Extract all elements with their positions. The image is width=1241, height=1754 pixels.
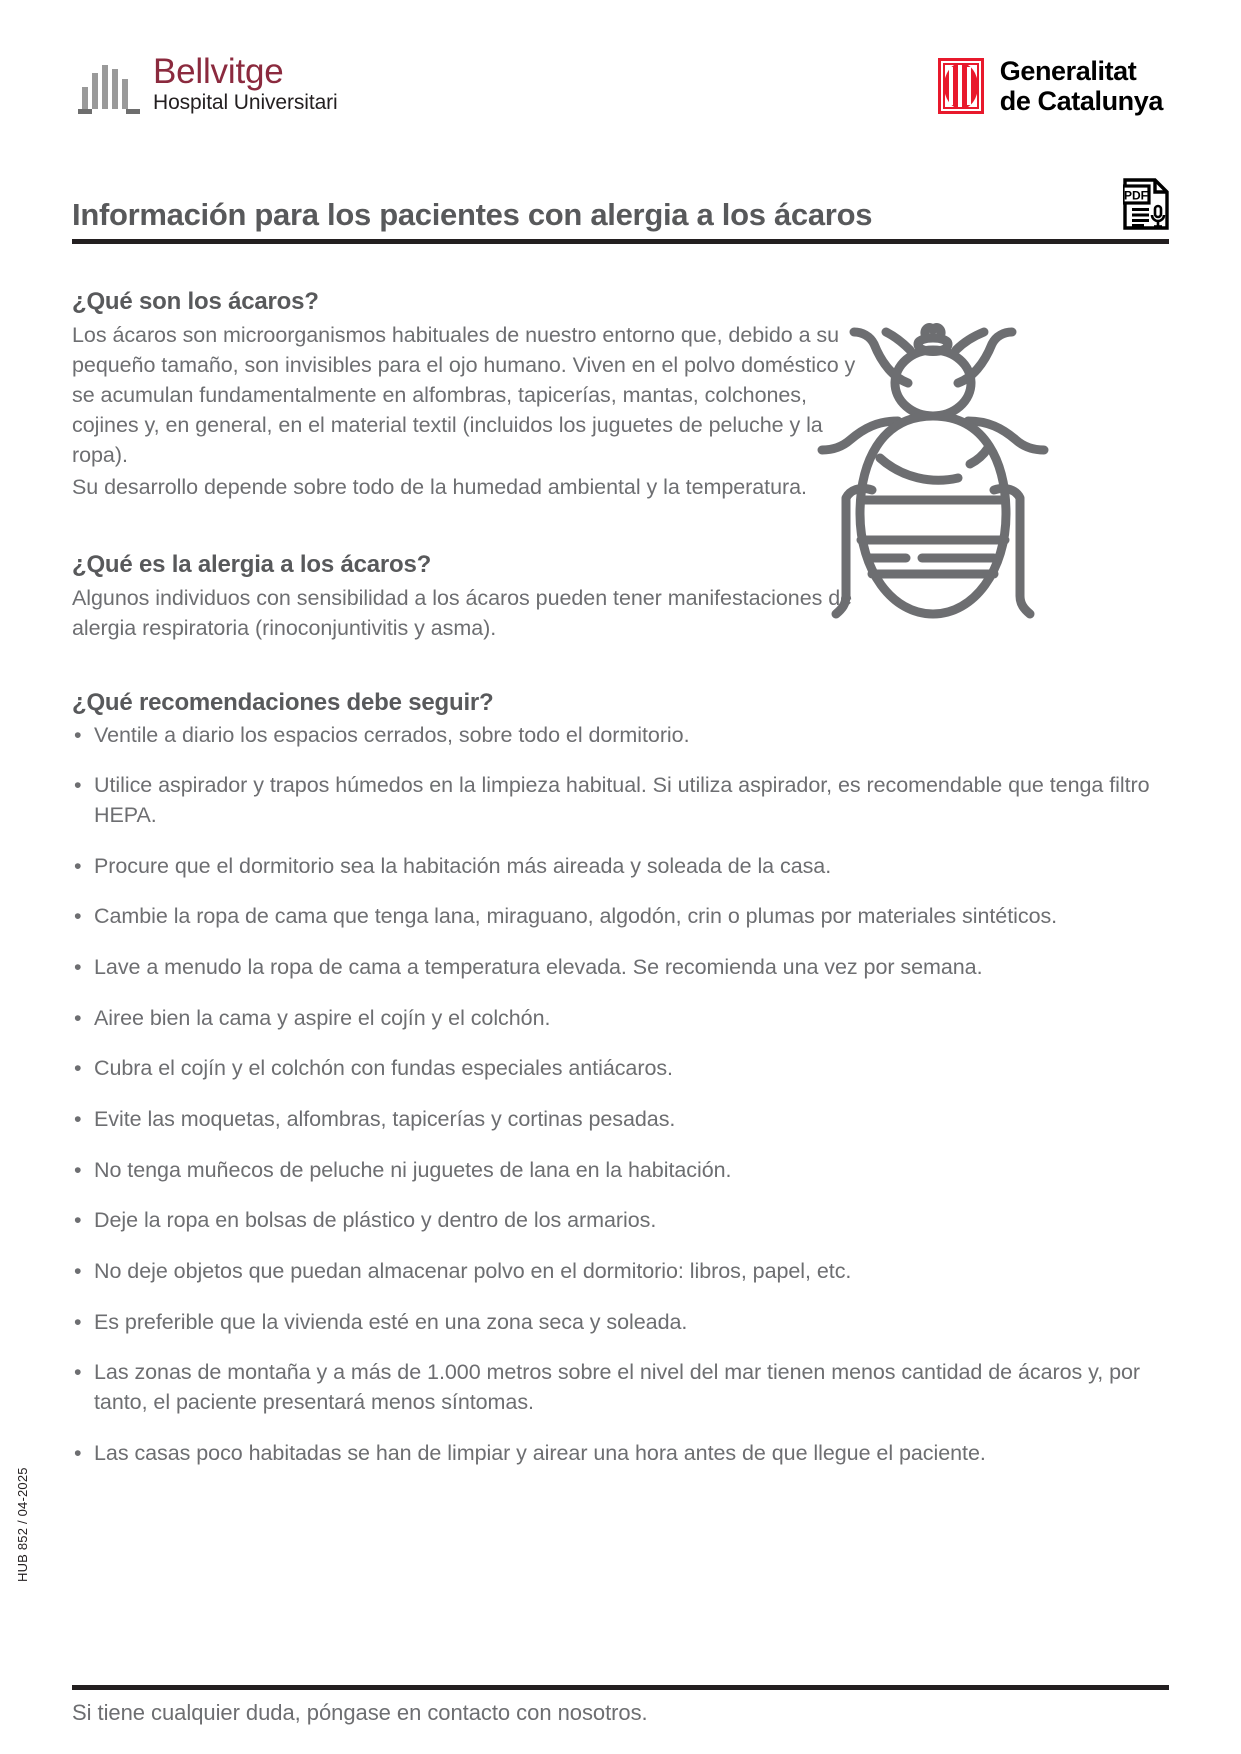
list-item-text: Cambie la ropa de cama que tenga lana, miraguano, algodón, crin o plumas por materiales sintéticos. (94, 904, 1058, 929)
list-item (72, 1206, 1169, 1236)
list-item-text: Las zonas de montaña y a más de 1.000 metros sobre el nivel del mar tienen menos cantidad de ácaros y, por tanto, el paciente presentará menos síntomas. (94, 1360, 1141, 1414)
bullet-marker: • (74, 1056, 82, 1081)
list-item (72, 1054, 1169, 1084)
section-heading: ¿Qué es la alergia a los ácaros? (72, 550, 432, 578)
list-item-text: Deje la ropa en bolsas de plástico y dentro de los armarios. (94, 1208, 657, 1233)
list-item-text: Evite las moquetas, alfombras, tapicerías y cortinas pesadas. (94, 1107, 676, 1131)
list-item (72, 1004, 1169, 1034)
list-item (72, 1358, 1169, 1417)
bullet-marker: • (74, 1107, 82, 1131)
catalonia-shield-icon (938, 58, 984, 114)
list-item-text: No tenga muñecos de peluche ni juguetes de lana en la habitación. (94, 1157, 732, 1182)
section-paragraph: Su desarrollo depende sobre todo de la humedad ambiental y la temperatura. (72, 475, 807, 500)
list-item-text: Las casas poco habitadas se han de limpiar y airear una hora antes de que llegue el paciente. (94, 1440, 986, 1465)
bullet-marker: • (74, 904, 82, 929)
document-body (72, 288, 1169, 1489)
page-title: Información para los pacientes con alergia a los ácaros (72, 196, 873, 232)
list-item-text: No deje objetos que puedan almacenar polvo en el dormitorio: libros, papel, etc. (94, 1258, 852, 1283)
hospital-logo-name: Bellvitge (153, 52, 284, 91)
page-footer (72, 1685, 1169, 1726)
section-paragraph: Los ácaros son microorganismos habituales de nuestro entorno que, debido a su pequeño tamaño, son invisibles para el ojo humano. Viven en el polvo doméstico y se acumulan fundamentalmente en alfombras, tapicerías, mantas, colchones, cojines y, en general, en el material textil (incluidos los juguetes de peluche y la ropa). (72, 323, 856, 468)
government-logo-text (1000, 56, 1163, 116)
list-item-text: Cubra el cojín y el colchón con fundas especiales antiácaros. (94, 1056, 673, 1081)
bullet-marker: • (74, 1157, 82, 1182)
title-divider (72, 239, 1169, 244)
list-item (72, 721, 1169, 751)
bullet-marker: • (74, 722, 82, 747)
list-item-text: Ventile a diario los espacios cerrados, sobre todo el dormitorio. (94, 722, 690, 747)
hospital-logo (78, 54, 338, 117)
list-item (72, 1156, 1169, 1186)
government-logo (938, 56, 1163, 116)
bullet-marker: • (74, 1309, 82, 1334)
list-item (72, 1308, 1169, 1338)
bullet-marker: • (74, 853, 82, 878)
building-bars-icon (78, 55, 140, 117)
svg-text:PDF: PDF (1124, 188, 1148, 203)
government-logo-line1: Generalitat (999, 56, 1137, 86)
bullet-marker: • (74, 773, 82, 798)
list-item-text: Es preferible que la vivienda esté en una zona seca y soleada. (94, 1309, 688, 1334)
bullet-marker: • (74, 1360, 82, 1385)
bullet-marker: • (74, 1258, 82, 1283)
list-item-text: Utilice aspirador y trapos húmedos en la limpieza habitual. Si utiliza aspirador, es recomendable que tenga filtro HEPA. (94, 773, 1150, 828)
list-item (72, 1257, 1169, 1287)
title-block (72, 178, 1169, 244)
section-heading: ¿Qué recomendaciones debe seguir? (72, 688, 494, 716)
bullet-marker: • (74, 1208, 82, 1233)
spacer (72, 505, 1169, 551)
bullet-marker: • (74, 1005, 82, 1030)
bullet-marker: • (74, 955, 82, 980)
section-que-es-la-alergia (72, 551, 1169, 643)
hospital-logo-subtitle: Hospital Universitari (153, 91, 338, 114)
spacer (72, 645, 1169, 689)
section-que-son-los-acaros (72, 288, 1169, 503)
document-code: HUB 852 / 04-2025 (15, 1467, 30, 1582)
page-header (0, 44, 1241, 134)
list-item (72, 953, 1169, 983)
government-logo-line2: de Catalunya (999, 86, 1163, 117)
section-heading: ¿Qué son los ácaros? (72, 288, 319, 315)
list-item (72, 1439, 1169, 1469)
list-item (72, 1105, 1169, 1135)
section-paragraph: Algunos individuos con sensibilidad a los ácaros pueden tener manifestaciones de alergia respiratoria (rinoconjuntivitis y asma). (72, 585, 853, 640)
footer-contact-text: Si tiene cualquier duda, póngase en contacto con nosotros. (72, 1700, 648, 1725)
list-item (72, 852, 1169, 882)
bullet-marker: • (74, 1440, 82, 1465)
recommendations-list (72, 721, 1169, 1469)
list-item (72, 771, 1169, 830)
section-recomendaciones (72, 689, 1169, 1469)
list-item-text: Lave a menudo la ropa de cama a temperatura elevada. Se recomienda una vez por semana. (94, 955, 983, 980)
list-item-text: Airee bien la cama y aspire el cojín y el colchón. (94, 1005, 551, 1030)
list-item-text: Procure que el dormitorio sea la habitación más aireada y soleada de la casa. (94, 853, 832, 878)
footer-divider (72, 1685, 1169, 1690)
pdf-audio-icon[interactable] (1123, 178, 1169, 230)
list-item (72, 902, 1169, 932)
